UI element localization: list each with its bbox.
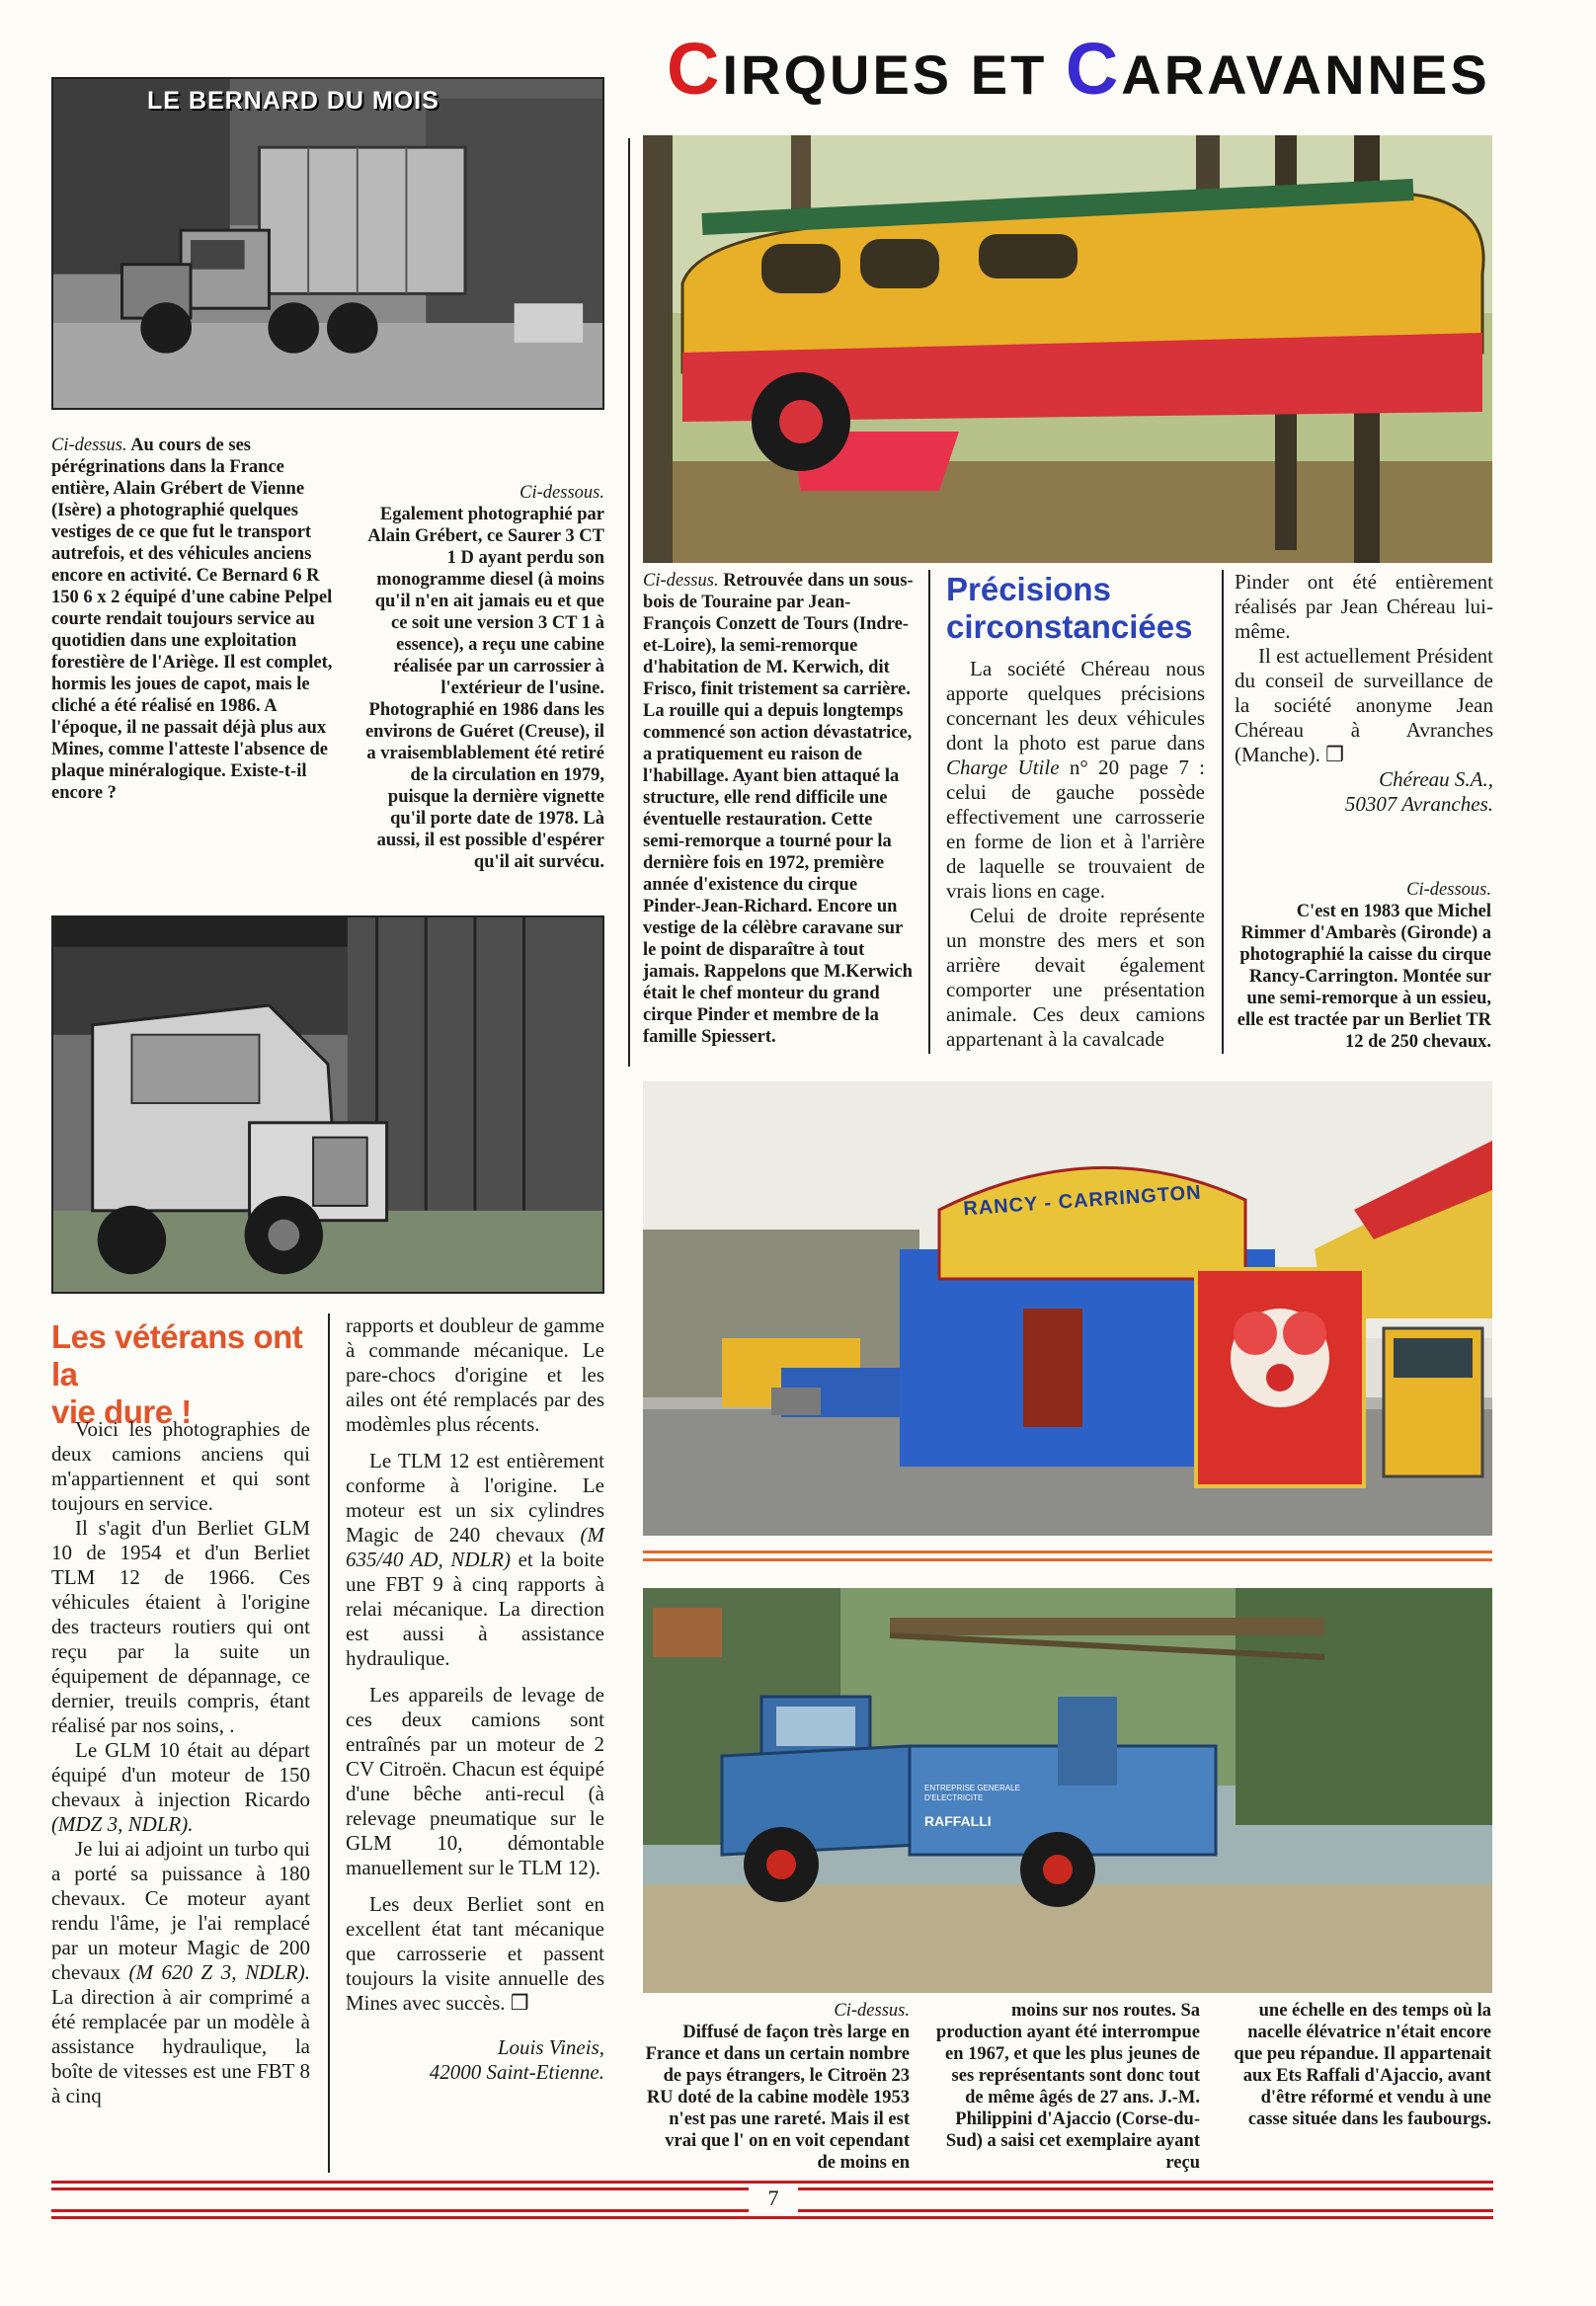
- bernard-truck-image: [53, 79, 602, 408]
- caption-lead: Ci-dessous.: [519, 483, 604, 503]
- precisions-column-1: [946, 657, 1205, 1052]
- column-divider: [928, 570, 930, 1054]
- caption-bernard: [51, 435, 338, 804]
- photo-rancy-carrington: [643, 1081, 1492, 1536]
- pinder-trailer-image: [643, 135, 1492, 563]
- precisions-heading-line1: Précisions: [946, 571, 1111, 607]
- caption-lead: Ci-dessous.: [1406, 880, 1491, 900]
- caption-text: une échelle en des temps où la nacelle élévatrice n'était encore que peu répandue. Il appartenait aux Ets Raffali d'Ajaccio, avant d'être réformé et vendu à une casse située dans les faubourgs.: [1234, 2001, 1491, 2129]
- veterans-paragraph: Il s'agit d'un Berliet GLM 10 de 1954 et d'un Berliet TLM 12 de 1966. Ces véhicules étaient à l'origine des tracteurs routiers qui ont reçu par la suite un équipement de dépannage, ce dernier, treuils compris, étant réalisé par nos soins, .: [51, 1516, 310, 1737]
- caption-text: Retrouvée dans un sous-bois de Touraine par Jean-François Conzett de Tours (Indre-et-Loire), la semi-remorque d'habitation de M. Kerwich, dit Frisco, finit tristement sa carrière. La rouille qui a depuis longtemps commencé son action dévastatrice, a pratiquement eu raison de l'habillage. Ayant bien attaqué la structure, elle rend difficile une éventuelle restauration. Cette semi-remorque a tourné pour la dernière fois en 1972, première année d'existence du cirque Pinder-Jean-Richard. Encore un vestige de la célèbre caravane sur le point de disparaître à tout jamais. Rappelons que M.Kerwich était le chef monteur du grand cirque Pinder et membre de la famille Spiessert.: [643, 571, 914, 1047]
- veterans-paragraph: Les appareils de levage de ces deux camions sont entraînés par un moteur de 2 CV Citroën. Chacun est équipé d'une bêche anti-recul (à relevage pneumatique sur le GLM 10, démontable manuellement sur le TLM 12).: [346, 1683, 604, 1879]
- precisions-paragraph: Il est actuellement Président du conseil de surveillance de la société anonyme Jean Chéreau à Avranches (Manche). ❒: [1235, 644, 1493, 766]
- title-word-cirques: IRQUES ET: [722, 43, 1066, 106]
- rancy-carrington-image: [643, 1081, 1492, 1536]
- text-run: et la boite une FBT 9 à cinq rapports à relai mécanique. La direction est aussi à assistance hydraulique.: [346, 1548, 604, 1670]
- citroen-truck-image: [643, 1588, 1492, 1993]
- title-initial-c-red: C: [667, 28, 723, 110]
- text-run-italic: Charge Utile: [946, 755, 1060, 779]
- veterans-paragraph: rapports et doubleur de gamme à commande mécanique. Le pare-chocs d'origine et les ailes ont été remplacés par des modèmles plus récents.: [346, 1313, 604, 1436]
- precisions-paragraph: [946, 657, 1205, 904]
- signature-name: Louis Vineis,: [497, 2035, 604, 2059]
- photo-bernard-truck: [51, 77, 604, 410]
- text-run: Le TLM 12 est entièrement conforme à l'origine. Le moteur est un six cylindres Magic de 240 chevaux: [346, 1449, 604, 1547]
- circus-sign: RANCY - CARRINGTON: [962, 1181, 1203, 1221]
- veterans-column-1: [51, 1417, 310, 2108]
- column-divider: [1222, 570, 1224, 1054]
- section-separator: [643, 1558, 1492, 1561]
- column-divider: [628, 138, 630, 1067]
- caption-text: C'est en 1983 que Michel Rimmer d'Ambarès (Gironde) a photographié la caisse du cirque Rancy-Carrington. Montée sur une semi-remorque à un essieu, elle est tractée par un Berliet TR 12 de 250 chevaux.: [1237, 902, 1491, 1052]
- caption-text: Egalement photographié par Alain Grébert, ce Saurer 3 CT 1 D ayant perdu son monogramme diesel (à moins qu'il n'en ait jamais eu et que ce soit une version 3 CT 1 à essence), a reçu une cabine réalisée par un carrossier à l'extérieur de l'usine. Photographié en 1986 dans les environs de Guéret (Creuse), il a vraisemblablement été retiré de la circulation en 1979, puisque la dernière vignette qu'il porte date de 1978. Là aussi, il est possible d'espérer qu'il ait survécu.: [364, 505, 604, 872]
- title-initial-c-blue: C: [1065, 28, 1122, 110]
- veterans-paragraph: [51, 1837, 310, 2108]
- veterans-heading-line2: vie dure !: [51, 1393, 192, 1430]
- section-separator: [643, 1551, 1492, 1553]
- photo-pinder-trailer: [643, 135, 1492, 563]
- veterans-paragraph: Voici les photographies de deux camions anciens qui m'appartiennent et qui sont toujours en service.: [51, 1417, 310, 1515]
- door-brand: RAFFALLI: [924, 1813, 992, 1829]
- text-run: Le GLM 10 était au départ équipé d'un moteur de 150 chevaux à injection Ricardo: [51, 1738, 310, 1811]
- door-lettering: ENTREPRISE GENERALE D'ELECTRICITE: [924, 1784, 1020, 1802]
- signature-city: 42000 Saint-Etienne.: [429, 2060, 604, 2084]
- text-run-italic: (M 620 Z 3, NDLR).: [128, 1960, 310, 1984]
- text-run: n° 20 page 7 : celui de gauche possède effectivement une carrosserie en forme de lion et à l'arrière de laquelle se trouvaient de vrais lions en cage.: [946, 755, 1205, 903]
- caption-rancy: [1230, 879, 1491, 1053]
- photo-saurer-truck: [51, 915, 604, 1294]
- veterans-column-2: [346, 1313, 604, 2085]
- page-number: 7: [749, 2184, 798, 2213]
- caption-text: moins sur nos routes. Sa production ayant été interrompue en 1967, et que les plus jeunes de ses représentants sont donc tout de même âgés de 27 ans. J.-M. Philippini d'Ajaccio (Corse-du-Sud) a saisi cet exemplaire ayant reçu: [935, 2001, 1200, 2173]
- caption-lead: Ci-dessus.: [51, 436, 127, 455]
- text-run: La direction à air comprimé a été remplacée par un modèle à assistance hydraulique, la boîte de vitesses est une FBT 8 à cinq: [51, 1985, 310, 2107]
- caption-saurer: [356, 482, 604, 873]
- signature-name: Chéreau S.A.,: [1379, 767, 1493, 791]
- column-divider: [328, 1313, 330, 2173]
- page-title: [667, 30, 1496, 109]
- text-run-italic: (M 635/40 AD, NDLR): [346, 1523, 604, 1571]
- veterans-paragraph: [51, 1738, 310, 1837]
- precisions-column-2: [1235, 570, 1493, 817]
- footer-rule-bottom-2: [51, 2216, 1493, 2219]
- precisions-heading: [946, 571, 1203, 646]
- caption-lead: Ci-dessus.: [834, 2001, 910, 2021]
- photo-overlay-title: LE BERNARD DU MOIS: [147, 87, 439, 115]
- veterans-paragraph: Les deux Berliet sont en excellent état tant mécanique que carrosserie et passent toujours la visite annuelle des Mines avec succès. ❒: [346, 1892, 604, 2015]
- caption-citroen-col3: [1225, 2000, 1491, 2130]
- caption-text: Au cours de ses pérégrinations dans la France entière, Alain Grébert de Vienne (Isère) a photographié quelques vestiges de ce que fut le transport autrefois, et des véhicules anciens encore en activité. Ce Bernard 6 R 150 6 x 2 équipé d'une cabine Pelpel courte rendait toujours service au quotidien dans une exploitation forestière de l'Ariège. Il est complet, hormis les joues de capot, mais le cliché a été réalisé en 1986. A l'époque, il ne passait déjà plus aux Mines, comme l'atteste l'absence de plaque minéralogique. Existe-t-il encore ?: [51, 436, 333, 803]
- text-run: Je lui ai adjoint un turbo qui a porté sa puissance à 180 chevaux. Ce moteur ayant rendu l'âme, je l'ai remplacé par un moteur Magic de 200 chevaux: [51, 1837, 310, 1984]
- title-word-caravannes: ARAVANNES: [1121, 43, 1490, 106]
- veterans-heading-line1: Les vétérans ont la: [51, 1318, 303, 1392]
- caption-lead: Ci-dessus.: [643, 571, 719, 591]
- precisions-paragraph: Celui de droite représente un monstre des mers et son arrière devait également comporter une présentation animale. Ces deux camions appartenant à la cavalcade: [946, 904, 1205, 1051]
- precisions-paragraph: Pinder ont été entièrement réalisés par Jean Chéreau lui-même.: [1235, 570, 1493, 643]
- signature-city: 50307 Avranches.: [1344, 792, 1493, 816]
- veterans-heading: [51, 1318, 323, 1431]
- veterans-paragraph: [346, 1449, 604, 1671]
- precisions-heading-line2: circonstanciées: [946, 608, 1193, 645]
- caption-text: Diffusé de façon très large en France et dans un certain nombre de pays étrangers, le Citroën 23 RU doté de la cabine modèle 1953 n'est pas une rareté. Mais il est vrai que l' on en voit cependant de moins en: [645, 2023, 910, 2173]
- text-run-italic: (MDZ 3, NDLR).: [51, 1812, 194, 1836]
- caption-citroen-col1: [643, 2000, 910, 2174]
- photo-citroen-23ru: [643, 1588, 1492, 1993]
- caption-pinder: [643, 570, 915, 1048]
- caption-citroen-col2: [933, 2000, 1200, 2174]
- text-run: La société Chéreau nous apporte quelques précisions concernant les deux véhicules dont la photo est parue dans: [946, 657, 1205, 755]
- saurer-truck-image: [53, 917, 602, 1292]
